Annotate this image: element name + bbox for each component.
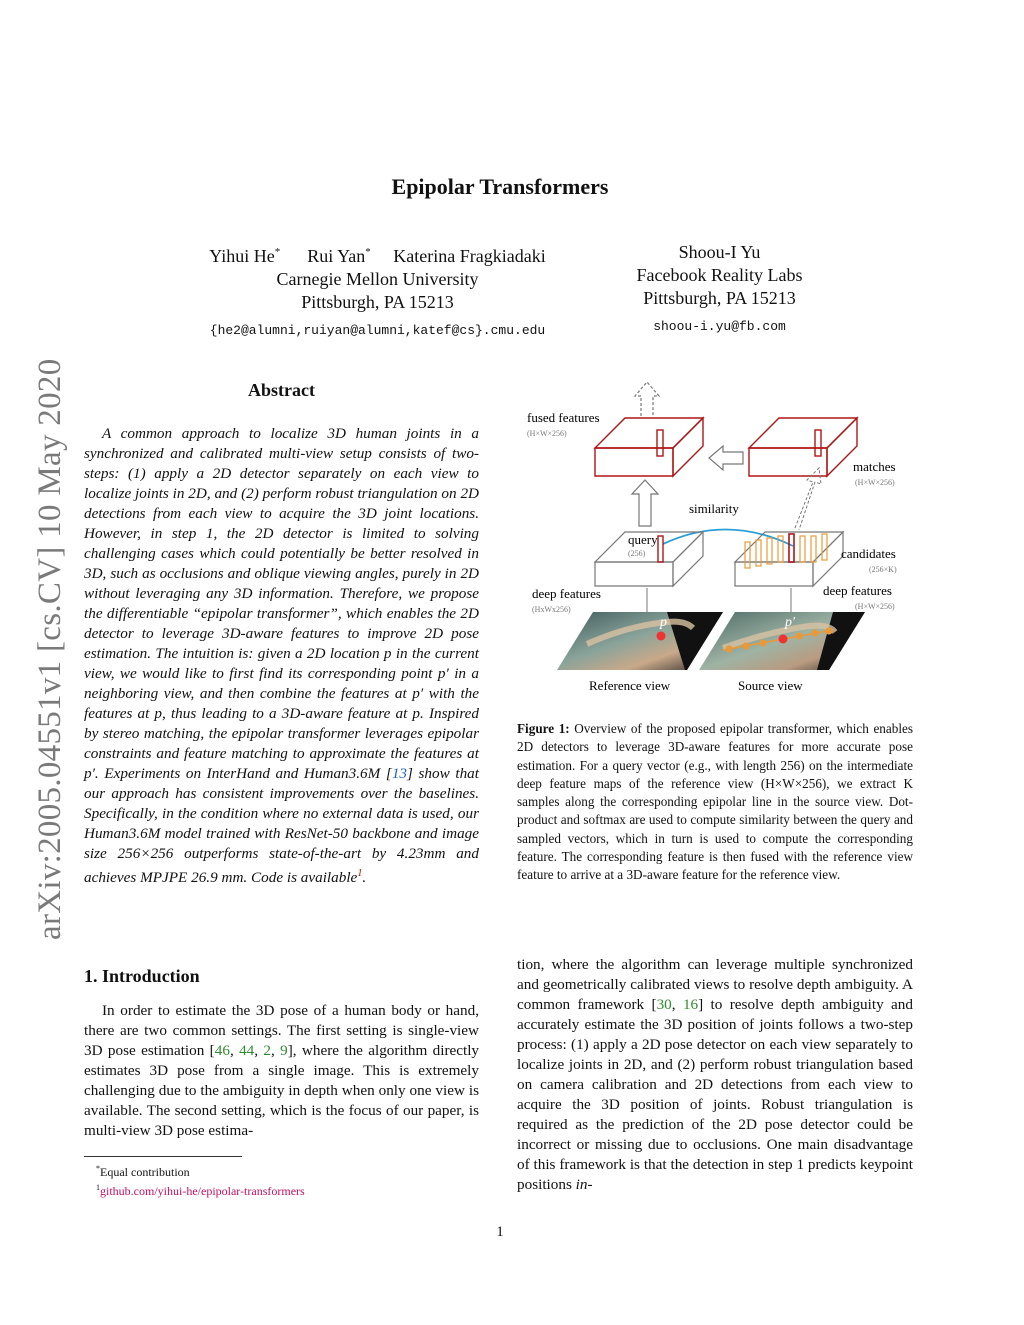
citation-link[interactable]: 9 [280,1042,288,1059]
github-link[interactable]: github.com/yihui-he/epipolar-transformers [100,1184,305,1198]
intro-text: ] to resolve depth ambiguity and accurately estimate the 3D position of joints follows a two-step process: (1) apply a 2D pose detector on each view separately to localize joints in 2D, and (2) perform robust triangulation based on camera calibration and 2D detections from each view to acquire the 3D position of joints. Robust triangulation is required as the prediction of the 2D pose detector could be incorrect or missing due to occlusions. One main disadvantage of this framework is that the detection in step 1 predicts keypoint positions [517,996,913,1193]
footnotes [96,1161,476,1199]
fuse-arrow [709,446,743,470]
footnote-mark[interactable]: 1 [357,868,363,879]
email-cmu: {he2@alumni,ruiyan@alumni,katef@cs}.cmu.edu [209,323,546,338]
abstract-main-2: ] show that our approach has consistent improvements over the baselines. Specifically, in the condition where no external data is used, our Human3.6M model trained with ResNet-50 backbone and image size 256×256 outperforms state-of-the-art by 4.23mm and achieves MPJPE 26.9 mm. Code is available [84,765,479,887]
candidates-label: candidates [841,546,896,561]
p-prime-label: p′ [785,615,796,630]
footnote-equal-contribution: *Equal contribution [96,1164,190,1179]
deep-dims-label-right: (H×W×256) [855,602,895,611]
citation-link[interactable]: 30 [656,996,672,1013]
citation-link[interactable]: 44 [239,1042,255,1059]
fused-dims-label: (H×W×256) [527,429,567,438]
authors-fb [612,241,827,338]
abstract-main: A common approach to localize 3D human joints in a synchronized and calibrated multi-view setup consists of two-steps: (1) apply a 2D detector separately on each view to localize joints in 2D, and (2) perform robust triangulation on 2D detections from each view to acquire the 3D joint locations. However, in step 1, the 2D detector is limited to solving challenging cases which could potentially be better resolved in 3D, such as occlusions and oblique viewing angles, purely in 2D without leveraging any 3D information. Therefore, we propose the differentiable “epipolar transformer”, which enables the 2D detector to leverage 3D-aware features to improve 2D pose estimation. The intuition is: given a 2D location p in the current view, we would like to first find its corresponding point p′ in a neighboring view, and then combine the features at p′ with the features at p, thus leading to a 3D-aware feature at p. Inspired by stereo matching, the epipolar transformer leverages epipolar constraints and feature matching to approximate the features at p′. Experiments on InterHand and Human3.6M [ [84,425,479,782]
section-heading-introduction: 1. Introduction [84,966,200,986]
citation-link[interactable]: 2 [263,1042,271,1059]
query-dims-label: (256) [628,549,646,558]
citation-link[interactable]: 16 [682,996,699,1013]
caption-text: Overview of the proposed epipolar transformer, which enables 2D detectors to leverage 3D-aware features for more accurate pose estimation. For a query vector (e.g., with length 256) on the intermediate deep feature maps of the reference view (H×W×256), we extract K samples along the corresponding epipolar line in the source view. Dot-product and softmax are used to compute similarity between the query and sampled vectors, which in turn is used to compute the corresponding feature. The corresponding feature is then fused with the reference view feature to arrive at a 3D-aware feature for the reference view. [517,721,913,883]
point-p-prime [779,635,788,644]
email-fb: shoou-i.yu@fb.com [653,319,786,334]
intro-paragraph-right: tion, where the algorithm can leverage multiple synchronized and geometrically calibrated views to resolve depth ambiguity. A common framework [30, 16] to resolve depth ambiguity and accurately estimate the 3D position of joints follows a two-step process: (1) apply a 2D pose detector on each view separately to localize joints in 2D, and (2) perform robust triangulation based on camera calibration and 2D detections from each view to acquire the 3D position of joints. Robust triangulation is required as the prediction of the 2D pose detector could be incorrect or missing due to occlusions. One main disadvantage of this framework is that the detection in step 1 predicts keypoint positions in- [517,956,913,1193]
footnote-code-link: $^1$github.com/yihui-he/epipolar-transformers [96,1183,305,1198]
paper-title: Epipolar Transformers [391,174,609,199]
p-label: p [660,615,667,630]
author-names-line [180,241,575,268]
page-number: 1 [496,1224,504,1240]
author-fragkiadaki: Katerina Fragkiadaki [393,246,546,266]
intro-paragraph-left: In order to estimate the 3D pose of a human body or hand, there are two common settings. The first setting is single-view 3D pose estimation [46, 44, 2, 9], where the algorithm directly estimates 3D pose from a single image. This is extremely challenging due to the ambiguity in depth when only one view is available. The second setting, which is the focus of our paper, is multi-view 3D pose estima- [84,1002,480,1139]
abstract-heading: Abstract [248,380,315,400]
abstract-text [84,424,479,888]
equal-contrib-mark: * [365,246,371,258]
author-yu: Shoou-I Yu [678,242,761,262]
citation-link[interactable]: 46 [214,1042,230,1059]
query-vector [658,536,663,562]
author-yan: Rui Yan [307,246,366,266]
authors-cmu [180,241,575,342]
location-cmu: Pittsburgh, PA 15213 [301,292,454,312]
reference-view-image [557,612,723,670]
matches-label: matches [853,459,896,474]
similarity-label: similarity [689,501,739,516]
up-arrow [632,480,658,526]
matched-vector [789,534,794,562]
candidates-dims-label: (256×K) [869,565,897,574]
fused-features-box [595,418,703,476]
author-he: Yihui He [209,246,275,266]
intro-text: tion, where the algorithm can leverage multiple synchronized and geometrically calibrated views to resolve depth ambiguity. A common framework [ [517,956,913,1013]
affiliation-fb: Facebook Reality Labs [636,265,803,285]
point-p [657,632,666,641]
match-arrow [795,468,821,530]
location-fb: Pittsburgh, PA 15213 [643,288,796,308]
deep-features-label-right: deep features [823,583,892,598]
output-arrow [635,382,659,416]
caption-label: Figure 1: [517,721,570,736]
arxiv-identifier: arXiv:2005.04551v1 [cs.CV] 10 May 2020 [32,358,68,940]
equal-contrib-mark: * [274,246,281,258]
abstract-end: . [362,869,367,887]
matches-box [749,418,857,476]
deep-features-label-left: deep features [532,586,601,601]
source-view-label: Source view [738,678,803,693]
intro-text: ], where the algorithm directly estimates 3D pose from a single image. This is extremely challenging due to the ambiguity in depth when only one view is available. The second setting, which is the focus of our paper, is multi-view 3D pose estima- [84,1042,480,1139]
footnote-rule [84,1156,242,1157]
figure-1-caption [517,720,913,885]
citation-link[interactable]: 13 [391,765,407,782]
affiliation-cmu: Carnegie Mellon University [276,269,479,289]
fused-features-label: fused features [527,410,600,425]
figure-1-diagram [517,376,917,696]
deep-dims-label-left: (HxWx256) [532,605,571,614]
intro-text-italic: in- [575,1176,593,1193]
intro-text: In order to estimate the 3D pose of a human body or hand, there are two common settings. The first setting is single-view 3D pose estimation [ [84,1002,479,1059]
query-label: query [628,532,658,547]
reference-view-label: Reference view [589,678,671,693]
matches-dims-label: (H×W×256) [855,478,895,487]
